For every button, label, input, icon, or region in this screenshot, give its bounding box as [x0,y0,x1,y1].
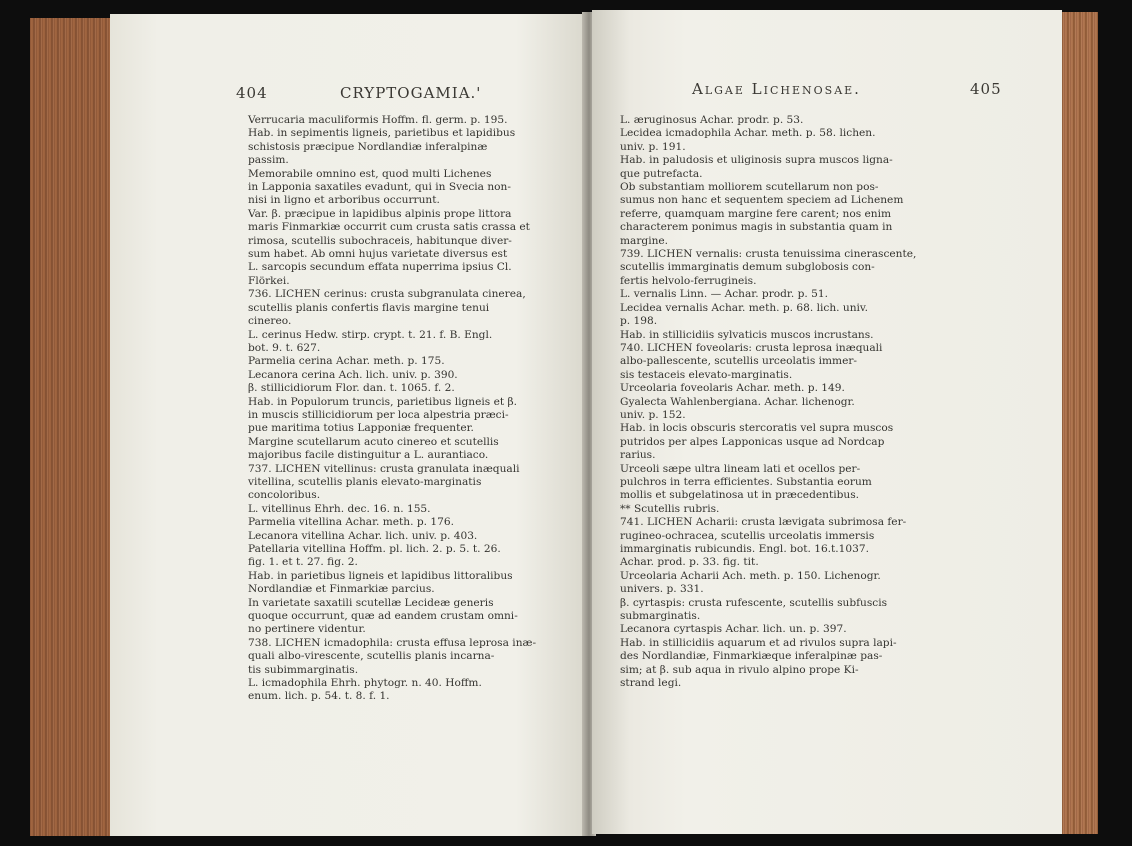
text-line: referre, quamquam margine fere carent; nos enim [620,207,892,220]
text-line: pue maritima totius Lapponiæ frequenter. [248,422,474,435]
text-line: cinereo. [248,315,292,328]
left-page-number: 404 [236,84,268,102]
text-line: quoque occurrunt, quæ ad eandem crustam omni- [248,610,518,623]
text-line: Memorabile omnino est, quod multi Lichenes [248,167,492,180]
text-line: concoloribus. [248,489,321,502]
text-line: univers. p. 331. [620,583,704,596]
text-line: que putrefacta. [620,167,703,180]
text-line: sim; at β. sub aqua in rivulo alpino prope Ki- [620,663,859,676]
text-line: Verrucaria maculiformis Hoffm. fl. germ. p. 195. [248,114,508,126]
text-line: Var. β. præcipue in lapidibus alpinis prope littora [248,207,512,220]
text-line: Urceolaria foveolaris Achar. meth. p. 149. [620,382,845,395]
text-line: Hab. in Populorum truncis, parietibus ligneis et β. [248,395,517,408]
text-line: mollis et subgelatinosa ut in præcedentibus. [620,489,860,502]
text-line: sis testaceis elevato-marginatis. [620,368,793,381]
text-line: nisi in ligno et arboribus occurrunt. [248,194,440,207]
text-line: passim. [248,154,289,167]
text-line: tis subimmarginatis. [248,663,359,676]
text-line: univ. p. 191. [620,140,686,153]
text-line: majoribus facile distinguitur a L. aurantiaco. [248,449,489,462]
text-line: Urceolaria Acharii Ach. meth. p. 150. Lichenogr. [620,569,881,582]
text-line: Hab. in sepimentis ligneis, parietibus et lapidibus [248,127,516,140]
text-line: enum. lich. p. 54. t. 8. f. 1. [248,690,390,703]
text-line: 737. LICHEN vitellinus: crusta granulata inæquali [248,462,520,475]
text-line: Hab. in parietibus ligneis et lapidibus littoralibus [248,569,513,582]
text-line: L. icmadophila Ehrh. phytogr. n. 40. Hoffm. [248,677,482,690]
text-line: fig. 1. et t. 27. fig. 2. [248,556,358,569]
text-line: β. stillicidiorum Flor. dan. t. 1065. f. 2. [248,382,455,395]
text-line: 736. LICHEN cerinus: crusta subgranulata cinerea, [248,288,526,301]
text-line: pulchros in terra efficientes. Substantia eorum [620,475,872,488]
text-line: L. vitellinus Ehrh. dec. 16. n. 155. [248,502,431,515]
text-line: quali albo-virescente, scutellis planis incarna- [248,650,495,663]
text-line: Achar. prod. p. 33. fig. tit. [620,556,759,569]
text-line: immarginatis rubicundis. Engl. bot. 16.t.1037. [620,543,870,555]
text-line: des Nordlandiæ, Finmarkiæque inferalpinæ pas- [620,650,883,663]
text-line: Lecanora cerina Ach. lich. univ. p. 390. [248,368,458,381]
text-line: Margine scutellarum acuto cinereo et scutellis [248,435,499,448]
text-line: 741. LICHEN Acharii: crusta lævigata subrimosa fer- [620,516,907,529]
text-line: Parmelia cerina Achar. meth. p. 175. [248,355,445,368]
text-line: Nordlandiæ et Finmarkiæ parcius. [248,583,435,596]
text-line: In varietate saxatili scutellæ Lecideæ generis [248,596,494,609]
right-running-title: Algae Lichenosae. [692,80,861,98]
text-line: in muscis stillicidiorum per loca alpestria præci- [248,408,509,421]
text-line: 738. LICHEN icmadophila: crusta effusa leprosa inæ- [248,636,537,649]
text-line: univ. p. 152. [620,408,686,421]
right-page-text [620,114,982,690]
text-line: Hab. in paludosis et uliginosis supra muscos ligna- [620,154,893,167]
text-line: fertis helvolo-ferrugineis. [620,274,757,287]
text-line: Patellaria vitellina Hoffm. pl. lich. 2. p. 5. t. 26. [248,543,501,555]
text-line: Hab. in locis obscuris stercoratis vel supra muscos [620,422,894,435]
text-line: submarginatis. [620,610,701,623]
text-line: rarius. [620,449,656,462]
text-line: Gyalecta Wahlenbergiana. Achar. lichenogr. [620,395,855,408]
left-page-text [248,114,586,704]
text-line: Flörkei. [248,274,290,287]
text-line: vitellina, scutellis planis elevato-marginatis [248,475,482,488]
text-line: Parmelia vitellina Achar. meth. p. 176. [248,516,454,529]
text-line: p. 198. [620,315,658,328]
text-line: characterem ponimus magis in substantia quam in [620,221,893,234]
text-line: L. sarcopis secundum effata nuperrima ipsius Cl. [248,261,512,274]
text-line: sumus non hanc et sequentem speciem ad Lichenem [620,194,904,207]
text-line: Lecanora vitellina Achar. lich. univ. p. 403. [248,529,478,542]
text-line: 739. LICHEN vernalis: crusta tenuissima cinerascente, [620,248,917,261]
text-line: in Lapponia saxatiles evadunt, qui in Svecia non- [248,181,511,194]
text-line: Ob substantiam molliorem scutellarum non pos- [620,181,879,194]
text-line: rimosa, scutellis subochraceis, habitunque diver- [248,234,512,247]
text-line: scutellis planis confertis flavis margine tenui [248,301,490,314]
right-page-number: 405 [970,80,1002,98]
text-line: rugineo-ochracea, scutellis urceolatis immersis [620,529,875,542]
text-line: no pertinere videntur. [248,623,366,636]
text-line: margine. [620,234,669,247]
text-line: 740. LICHEN foveolaris: crusta leprosa inæquali [620,341,883,354]
text-line: ** Scutellis rubris. [620,502,720,515]
text-line: β. cyrtaspis: crusta rufescente, scutellis subfuscis [620,596,888,609]
text-line: Hab. in stillicidiis sylvaticis muscos incrustans. [620,328,874,341]
text-line: maris Finmarkiæ occurrit cum crusta satis crassa et [248,221,530,234]
text-line: strand legi. [620,677,682,690]
text-line: Lecanora cyrtaspis Achar. lich. un. p. 397. [620,623,847,636]
right-page [592,10,1062,834]
text-line: Hab. in stillicidiis aquarum et ad rivulos supra lapi- [620,636,897,649]
text-line: scutellis immarginatis demum subglobosis con- [620,261,875,274]
text-line: L. æruginosus Achar. prodr. p. 53. [620,114,804,126]
text-line: Urceoli sæpe ultra lineam lati et ocellos per- [620,462,861,475]
text-line: Lecidea vernalis Achar. meth. p. 68. lich. univ. [620,301,869,314]
left-page [110,14,588,836]
text-line: putridos per alpes Lapponicas usque ad Nordcap [620,435,885,448]
left-running-title: CRYPTOGAMIA.' [340,84,482,102]
text-line: bot. 9. t. 627. [248,341,321,354]
text-line: sum habet. Ab omni hujus varietate diversus est [248,248,508,261]
text-line: schistosis præcipue Nordlandiæ inferalpinæ [248,140,488,153]
text-line: L. cerinus Hedw. stirp. crypt. t. 21. f. B. Engl. [248,328,493,341]
text-line: L. vernalis Linn. — Achar. prodr. p. 51. [620,288,828,301]
text-line: Lecidea icmadophila Achar. meth. p. 58. lichen. [620,127,876,140]
text-line: albo-pallescente, scutellis urceolatis immer- [620,355,858,368]
